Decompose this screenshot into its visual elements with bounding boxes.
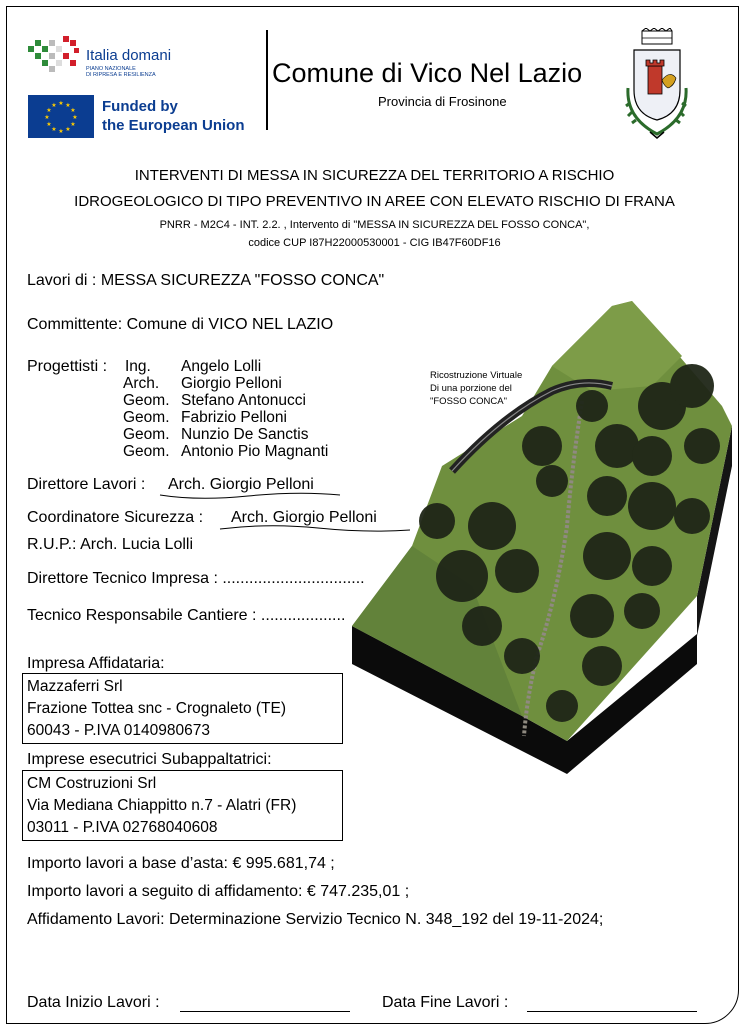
svg-text:★: ★ <box>70 107 76 114</box>
rup-label: R.U.P.: <box>27 536 77 553</box>
direttore-tecnico-dots: ................................ <box>222 570 365 587</box>
impresa-box <box>22 673 343 744</box>
italia-domani-logo-icon <box>28 36 80 76</box>
data-fine-label: Data Fine Lavori : <box>382 994 509 1011</box>
lavori-row <box>27 272 384 290</box>
signature-underline-icon <box>218 520 413 534</box>
tecnico-resp-label: Tecnico Responsabile Cantiere : <box>27 607 257 624</box>
italia-domani-subtitle <box>86 66 156 78</box>
caption-line1: Ricostruzione Virtuale <box>430 370 523 381</box>
progettista-name: Nunzio De Sanctis <box>181 426 309 443</box>
cup-cig-code: codice CUP I87H22000530001 - CIG IB47F60DF16 <box>248 237 501 249</box>
eu-funded-text <box>102 97 245 135</box>
tecnico-resp-dots: ................... <box>260 607 346 624</box>
pnrr-reference: PNRR - M2C4 - INT. 2.2. , Intervento di "MESSA IN SICUREZZA DEL FOSSO CONCA", <box>159 219 590 231</box>
direttore-lavori-value: Arch. Giorgio Pelloni <box>168 476 314 493</box>
committente-value: Comune di VICO NEL LAZIO <box>126 316 334 333</box>
svg-text:★: ★ <box>65 102 71 109</box>
impresa-line: 60043 - P.IVA 0140980673 <box>27 722 211 739</box>
impresa-label: Impresa Affidataria: <box>27 655 165 672</box>
impresa-line: Mazzaferri Srl <box>27 678 123 695</box>
progettisti-label: Progettisti : <box>27 358 108 375</box>
affidamento-determinazione: Affidamento Lavori: Determinazione Servizio Tecnico N. 348_192 del 19-11-2024; <box>27 911 604 928</box>
svg-text:★: ★ <box>65 126 71 133</box>
provincia-subtitle: Provincia di Frosinone <box>378 94 507 109</box>
svg-text:★: ★ <box>46 107 52 114</box>
svg-text:★: ★ <box>46 121 52 128</box>
header-divider <box>266 30 268 130</box>
subappalto-line: CM Costruzioni Srl <box>27 775 157 792</box>
caption-line2: Di una porzione del <box>430 383 512 394</box>
data-inizio-label: Data Inizio Lavori : <box>27 994 160 1011</box>
lavori-value: MESSA SICUREZZA "FOSSO CONCA" <box>100 272 385 289</box>
progettista-name: Giorgio Pelloni <box>181 375 282 392</box>
data-fine-field[interactable] <box>527 1011 697 1012</box>
subappalto-line: Via Mediana Chiappitto n.7 - Alatri (FR) <box>27 797 297 814</box>
subappalto-box <box>22 770 343 841</box>
eu-line2: the European Union <box>102 117 245 134</box>
progettista-role: Geom. <box>123 443 170 460</box>
importo-affidamento: Importo lavori a seguito di affidamento: € 747.235,01 ; <box>27 883 410 900</box>
render-caption <box>430 369 522 408</box>
lavori-label: Lavori di : <box>27 272 97 289</box>
signature-underline-icon <box>158 489 343 501</box>
direttore-tecnico-row <box>27 570 365 588</box>
subappalto-label: Imprese esecutrici Subappaltatrici: <box>27 751 272 768</box>
progettista-role: Arch. <box>123 375 160 392</box>
progettisti-names <box>181 358 328 460</box>
committente-row <box>27 316 333 334</box>
coordinatore-label: Coordinatore Sicurezza : <box>27 509 204 526</box>
committente-label: Committente: <box>27 316 123 333</box>
intervention-title-line1: INTERVENTI DI MESSA IN SICUREZZA DEL TERRITORIO A RISCHIO <box>134 167 615 184</box>
tecnico-resp-row <box>27 607 345 625</box>
italia-domani-name: Italia domani <box>86 47 172 64</box>
svg-text:★: ★ <box>51 126 57 133</box>
progettista-role: Ing. <box>125 358 151 375</box>
progettisti-roles <box>123 358 170 460</box>
rup-row <box>27 536 193 554</box>
comune-title: Comune di Vico Nel Lazio <box>272 58 583 88</box>
caption-line3: "FOSSO CONCA" <box>430 396 507 407</box>
comune-crest-icon <box>624 28 688 144</box>
progettista-role: Geom. <box>123 409 170 426</box>
subappalto-line: 03011 - P.IVA 02768040608 <box>27 819 218 836</box>
svg-text:★: ★ <box>70 121 76 128</box>
importo-base-asta: Importo lavori a base d’asta: € 995.681,74 ; <box>27 855 335 872</box>
svg-text:★: ★ <box>58 100 64 107</box>
progettista-name: Stefano Antonucci <box>181 392 306 409</box>
eu-line1: Funded by <box>102 98 178 115</box>
svg-text:★: ★ <box>72 114 78 121</box>
italia-domani-subtitle-line2: DI RIPRESA E RESILIENZA <box>86 72 156 78</box>
progettista-name: Angelo Lolli <box>181 358 262 375</box>
svg-text:★: ★ <box>44 114 50 121</box>
direttore-tecnico-label: Direttore Tecnico Impresa : <box>27 570 218 587</box>
eu-flag-icon <box>28 95 94 138</box>
eu-logo <box>28 95 248 138</box>
terrain-3d-render <box>352 296 732 776</box>
impresa-line: Frazione Tottea snc - Crognaleto (TE) <box>27 700 287 717</box>
svg-text:★: ★ <box>58 128 64 135</box>
coordinatore-value: Arch. Giorgio Pelloni <box>231 509 377 526</box>
rup-value: Arch. Lucia Lolli <box>80 536 194 553</box>
progettista-name: Antonio Pio Magnanti <box>181 443 329 460</box>
direttore-lavori-label: Direttore Lavori : <box>27 476 146 493</box>
progettista-name: Fabrizio Pelloni <box>181 409 287 426</box>
data-inizio-field[interactable] <box>180 1011 350 1012</box>
progettista-role: Geom. <box>123 426 170 443</box>
italia-domani-subtitle-line1: PIANO NAZIONALE <box>86 66 136 72</box>
intervention-title-line2: IDROGEOLOGICO DI TIPO PREVENTIVO IN AREE CON ELEVATO RISCHIO DI FRANA <box>74 193 675 210</box>
svg-text:★: ★ <box>51 102 57 109</box>
progettista-role: Geom. <box>123 392 170 409</box>
